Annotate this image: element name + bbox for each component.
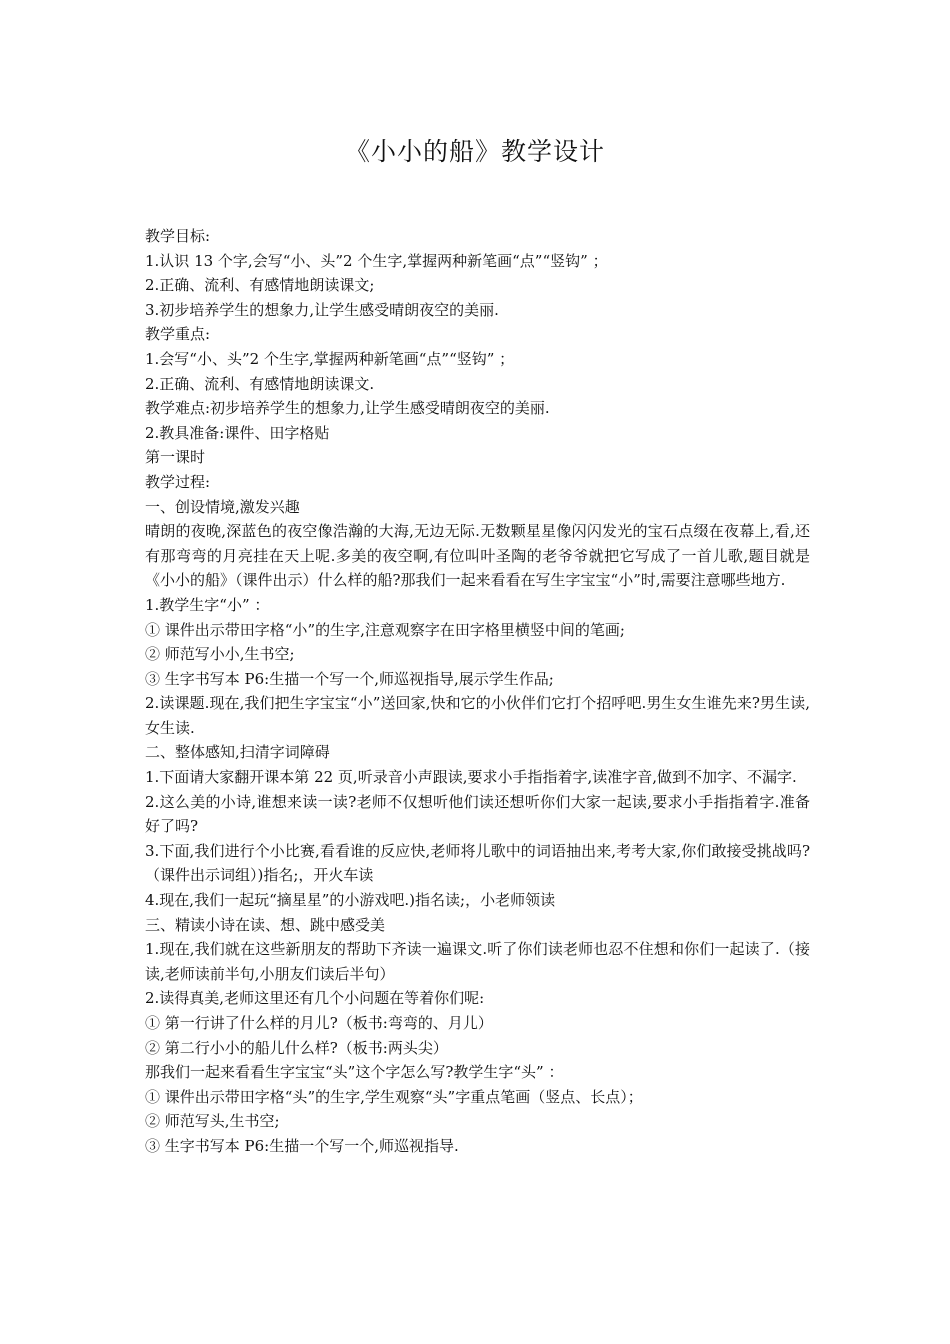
paragraph: 1.现在,我们就在这些新朋友的帮助下齐读一遍课文.听了你们读老师也忍不住想和你们一起读了.（接读,老师读前半句,小朋友们读后半句） <box>145 940 810 983</box>
paragraph: 晴朗的夜晚,深蓝色的夜空像浩瀚的大海,无边无际.无数颗星星像闪闪发光的宝石点缀在夜幕上,看,还有那弯弯的月亮挂在天上呢.多美的夜空啊,有位叫叶圣陶的老爷爷就把它写成了一首儿歌,题目就是《小小的船》（课件出示）什么样的船?那我们一起来看看在写生字宝宝“小”时,需要注意哪些地方. <box>145 522 810 590</box>
paragraph: 1.下面请大家翻开课本第 22 页,听录音小声跟读,要求小手指指着字,读准字音,做到不加字、不漏字. <box>145 768 797 787</box>
paragraph: ② 第二行小小的船儿什么样?（板书:两头尖） <box>145 1038 448 1057</box>
paragraph: 2.读课题.现在,我们把生字宝宝“小”送回家,快和它的小伙伴们它打个招呼吧.男生女生谁先来?男生读,女生读. <box>145 694 810 737</box>
paragraph: ① 课件出示带田字格“小”的生字,注意观察字在田字格里横竖中间的笔画; <box>145 620 625 639</box>
paragraph: 2.读得真美,老师这里还有几个小问题在等着你们呢: <box>145 989 485 1008</box>
paragraph: ① 第一行讲了什么样的月儿?（板书:弯弯的、月儿） <box>145 1014 493 1032</box>
paragraph: 2.这么美的小诗,谁想来读一读?老师不仅想听他们读还想听你们大家一起读,要求小手指指着字.准备好了吗? <box>145 792 810 836</box>
paragraph: 2.正确、流利、有感情地朗读课文. <box>145 374 375 393</box>
paragraph: ① 课件出示带田字格“头”的生字,学生观察“头”字重点笔画（竖点、长点）； <box>145 1087 643 1106</box>
paragraph: 2.正确、流利、有感情地朗读课文; <box>145 276 375 295</box>
paragraph: 1.会写“小、头”2 个生字,掌握两种新笔画“点”“竖钩” ； <box>145 349 515 368</box>
paragraph: 3.下面,我们进行个小比赛,看看谁的反应快,老师将儿歌中的词语抽出来,考考大家,你们敢接受挑战吗?（课件出示词组）)指名;，开火车读 <box>145 841 810 885</box>
paragraph: 第一课时 <box>145 448 206 467</box>
paragraph: ③ 生字书写本 P6:生描一个写一个,师巡视指导. <box>145 1136 459 1155</box>
paragraph: ② 师范写头,生书空; <box>145 1112 280 1131</box>
paragraph: 1.认识 13 个字,会写“小、头”2 个生字,掌握两种新笔画“点”“竖钩” ； <box>145 251 608 270</box>
paragraph: 三、精读小诗在读、想、跳中感受美 <box>145 915 386 934</box>
paragraph: 教学难点:初步培养学生的想象力,让学生感受晴朗夜空的美丽. <box>145 399 550 418</box>
paragraph: 教学过程: <box>145 472 211 491</box>
paragraph: 2.教具准备:课件、田字格贴 <box>145 423 330 442</box>
document-body <box>145 224 810 1159</box>
paragraph: 教学重点: <box>145 325 211 344</box>
document-title: 《小小的船》教学设计 <box>344 137 605 166</box>
paragraph: 4.现在,我们一起玩“摘星星”的小游戏吧.)指名读;，小老师领读 <box>145 891 556 910</box>
paragraph: ③ 生字书写本 P6:生描一个写一个,师巡视指导,展示学生作品; <box>145 669 554 688</box>
paragraph: 二、整体感知,扫清字词障碍 <box>145 743 330 762</box>
paragraph: 那我们一起来看看生字宝宝“头”这个字怎么写?教学生字“头” ： <box>145 1063 564 1082</box>
paragraph: ② 师范写小小,生书空; <box>145 645 295 664</box>
paragraph: 1.教学生字“小” ： <box>145 595 270 614</box>
paragraph: 教学目标: <box>145 227 211 245</box>
paragraph: 3.初步培养学生的想象力,让学生感受晴朗夜空的美丽. <box>145 300 499 319</box>
paragraph: 一、创设情境,激发兴趣 <box>145 497 300 516</box>
